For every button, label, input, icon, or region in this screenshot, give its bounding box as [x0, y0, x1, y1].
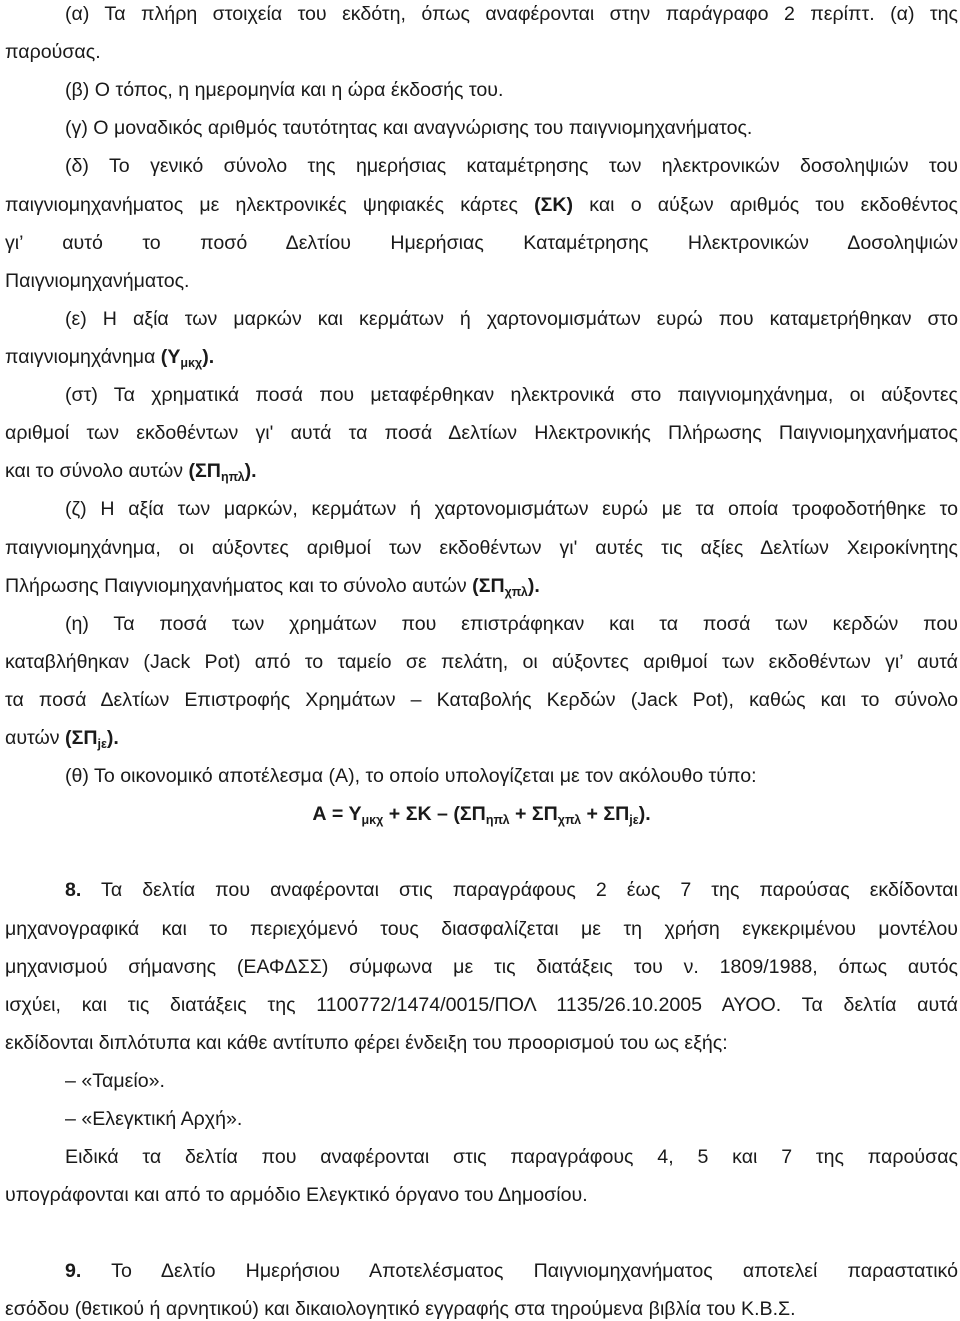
text-line: καταβλήθηκαν (Jack Pot) από το ταμείο σε πελάτη, οι αύξοντες αριθμοί των εκδοθέντων γι’ αυτά	[5, 651, 958, 673]
text-line: τα ποσά Δελτίων Επιστροφής Χρημάτων – Καταβολής Κερδών (Jack Pot), καθώς και το σύνολο	[5, 689, 958, 711]
text-line: (στ) Τα χρηματικά ποσά που μεταφέρθηκαν ηλεκτρονικά στο παιγνιομηχάνημα, οι αύξοντες	[65, 384, 958, 406]
text-line: (θ) Το οικονομικό αποτέλεσμα (Α), το οποίο υπολογίζεται με τον ακόλουθο τύπο:	[65, 765, 757, 787]
text-line: εκδίδονται διπλότυπα και κάθε αντίτυπο φέρει ένδειξη του προορισμού του ως εξής:	[5, 1032, 728, 1054]
paragraph-number: 9.	[65, 1260, 82, 1282]
text-line: αυτών $(\Sigma\Pi_{j\varepsilon})$.	[5, 727, 119, 751]
text-line: ισχύει, και τις διατάξεις της 1100772/1474/0015/ΠΟΛ 1135/26.10.2005 ΑΥΟΟ. Τα δελτία αυτά	[5, 994, 958, 1016]
text-line: Παιγνιομηχανήματος.	[5, 270, 190, 292]
text-line: (ε) Η αξία των μαρκών και κερμάτων ή χαρτονομισμάτων ευρώ που καταμετρήθηκαν στο	[65, 308, 958, 330]
text-line: μηχανισμού σήμανσης (ΕΑΦΔΣΣ) σύμφωνα με τις διατάξεις του ν. 1809/1988, όπως αυτός	[5, 956, 958, 978]
text-line: εσόδου (θετικού ή αρνητικού) και δικαιολογητικό εγγραφής στα τηρούμενα βιβλία του Κ.Β.Σ.	[5, 1298, 796, 1320]
text-line: (β) Ο τόπος, η ημερομηνία και η ώρα έκδοσής του.	[65, 79, 504, 101]
text-line: αριθμοί των εκδοθέντων γι' αυτά τα ποσά Δελτίων Ηλεκτρονικής Πλήρωσης Παιγνιομηχανήματος	[5, 422, 958, 444]
text-line: (η) Τα ποσά των χρημάτων που επιστράφηκαν και τα ποσά των κερδών που	[65, 613, 958, 635]
paragraph-number: 8.	[65, 879, 82, 901]
text-line: Πλήρωσης Παιγνιομηχανήματος και το σύνολο αυτών $(\Sigma\Pi_{\chi\pi\lambda})$.	[5, 575, 540, 599]
paragraph-8-line: 8. Τα δελτία που αναφέρονται στις παραγράφους 2 έως 7 της παρούσας εκδίδονται	[65, 879, 958, 901]
text-line: παιγνιομηχάνημα, οι αύξοντες αριθμοί των εκδοθέντων γι' αυτές τις αξίες Δελτίων Χειροκίνητης	[5, 537, 958, 559]
text-line: (δ) Το γενικό σύνολο της ημερήσιας καταμέτρησης των ηλεκτρονικών δοσοληψιών του	[65, 155, 958, 177]
list-item: – «Ελεγκτική Αρχή».	[65, 1108, 243, 1130]
text-line: παρούσας.	[5, 41, 101, 63]
text-line: παιγνιομηχανήματος με ηλεκτρονικές ψηφιακές κάρτες (ΣΚ) και ο αύξων αριθμός του εκδοθέντος	[5, 194, 958, 216]
text-line: (α) Τα πλήρη στοιχεία του εκδότη, όπως αναφέρονται στην παράγραφο 2 περίπτ. (α) της	[65, 3, 958, 25]
formula: $A = \Upsilon_{\mu\kappa\chi} + \Sigma K - (\Sigma\Pi_{\eta\pi\lambda} + \Sigma\Pi_{\chi\pi\lambda} + \Sigma\Pi_{j\varepsilon})$.	[312, 803, 651, 827]
text-line: (ζ) Η αξία των μαρκών, κερμάτων ή χαρτονομισμάτων ευρώ με τα οποία τροφοδοτήθηκε το	[65, 498, 958, 520]
text-line: παιγνιομηχάνημα $(\Upsilon_{\mu\kappa\chi})$.	[5, 346, 215, 370]
paragraph-9-line: 9. Το Δελτίο Ημερήσιου Αποτελέσματος Παιγνιομηχανήματος αποτελεί παραστατικό	[65, 1260, 958, 1282]
text-line: μηχανογραφικά και το περιεχόμενό τους διασφαλίζεται με τη χρήση εγκεκριμένου μοντέλου	[5, 918, 958, 940]
text-line: γι’ αυτό το ποσό Δελτίου Ημερήσιας Καταμέτρησης Ηλεκτρονικών Δοσοληψιών	[5, 232, 958, 254]
text-line: υπογράφονται και από το αρμόδιο Ελεγκτικό όργανο του Δημοσίου.	[5, 1184, 588, 1206]
list-item: – «Ταμείο».	[65, 1070, 165, 1092]
text-line: και το σύνολο αυτών $(\Sigma\Pi_{\eta\pi\lambda})$.	[5, 460, 257, 484]
text-line: Ειδικά τα δελτία που αναφέρονται στις παραγράφους 4, 5 και 7 της παρούσας	[65, 1146, 958, 1168]
text-line: (γ) Ο μοναδικός αριθμός ταυτότητας και αναγνώρισης του παιγνιομηχανήματος.	[65, 117, 753, 139]
